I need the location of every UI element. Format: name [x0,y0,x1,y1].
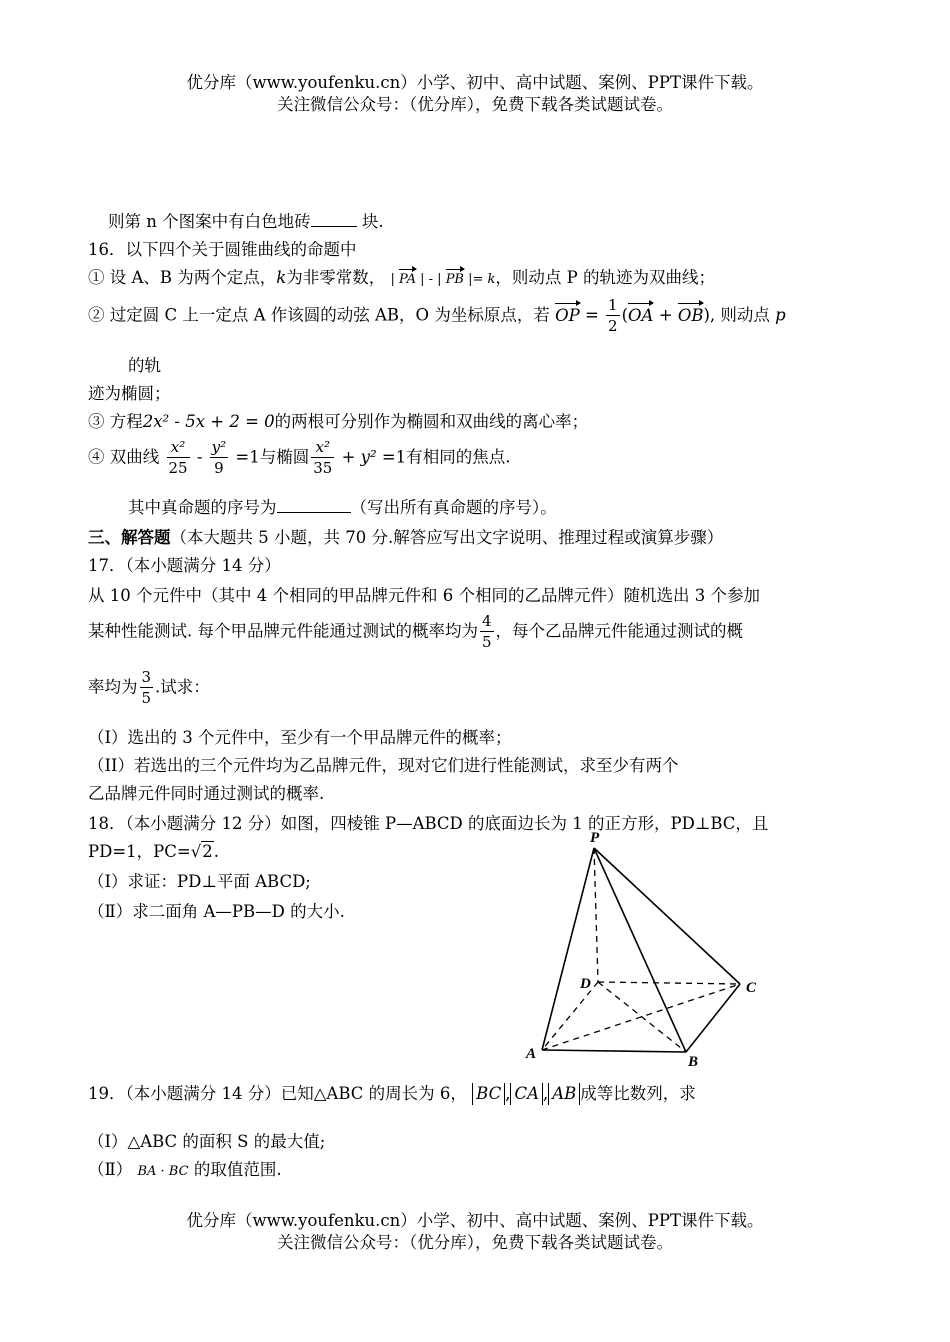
frac-4-5 [480,614,494,650]
edge-bc [686,984,740,1052]
q16-p2-p: p [775,305,786,325]
edge-dc [598,982,740,984]
label-a: A [526,1046,537,1062]
q19-part-1: （I）△ABC 的面积 S 的最大值; [88,1132,326,1151]
edge-pc [594,848,740,984]
q16-p4-text-a: ④ 双曲线 [88,447,160,467]
q17-l2-text-b: ，每个乙品牌元件能通过测试的概 [495,621,744,641]
abs-bc: BC [472,1083,505,1105]
section-3-desc: （本大题共 5 小题，共 70 分.解答应写出文字说明、推理过程或演算步骤） [170,528,724,547]
q15-unit: 块. [361,212,384,231]
q18-line-2 [88,838,219,862]
y2-num: y² [211,438,227,456]
q18-part-2: （Ⅱ）求二面角 A—PB—D 的大小. [88,902,345,921]
q16-answer-text-b: （写出所有真命题的序号）。 [350,498,557,517]
q16-p4-mid: 与椭圆 [259,447,310,467]
q15-tail [108,208,384,232]
f35-num: 3 [141,668,152,686]
q16-p4-text-b: 有相同的焦点. [406,447,511,467]
den-9: 9 [214,459,224,477]
q17-line-3 [88,670,210,706]
q19-l1-text-a: 19．（本小题满分 14 分）已知△ABC 的周长为 6， [88,1084,467,1103]
q16-prop-4: ④ 双曲线 $\frac{\text{x²}}{25}$ - $\frac{\text{y²}}{9}$ =1与椭圆 $\frac{\text{x²}}{35}$ + y² =1有相同的焦点. [88,438,511,477]
edge-pa [542,848,594,1050]
q17-l2-text-a: 某种性能测试. 每个甲品牌元件能通过测试的概率均为 [88,621,478,641]
q16-prop-1 [88,264,715,288]
label-b: B [688,1054,699,1068]
q16-prop-3 [88,408,588,432]
q19-p2-text-a: （Ⅱ） [88,1160,133,1179]
q19-p2-text-b: 的取值范围. [193,1160,282,1179]
q16-p2-cont2: 迹为椭圆； [88,384,171,403]
diag-ac [542,984,740,1050]
edge-db [598,982,686,1052]
footer-line-2: 关注微信公众号：（优分库），免费下载各类试题试卷。 [277,1233,673,1252]
den-25: 25 [168,459,188,477]
section-3-heading [88,524,723,548]
q16-prop-2: ② 过定圆 C 上一定点 A 作该圆的动弦 AB，O 为坐标原点，若 OP = $\frac{1}{2}$ (OA + OB), 则动点 p [88,296,786,335]
q16-p1-k: k [276,268,287,287]
q18-l2-text-a: PD=1，PC= [88,842,191,861]
y2-term: y² [360,447,377,467]
frac-3-5 [140,670,154,706]
half-num: 1 [608,296,618,314]
f45-num: 4 [482,612,492,630]
q17-line-1: 从 10 个元件中（其中 4 个相同的甲品牌元件和 6 个相同的乙品牌元件）随机选出 3 个参加 [88,586,760,605]
q17-part-2: （II）若选出的三个元件均为乙品牌元件，现对它们进行性能测试，求至少有两个 [88,756,679,775]
pyramid-figure [518,826,768,1068]
eq-k: = k [472,272,496,287]
sqrt-radicand: 2 [202,842,213,861]
q17-line-2 [88,614,743,650]
x2-num-2: x² [311,440,334,458]
q17-title: 17．（本小题满分 14 分） [88,556,281,575]
q17-l3-text-b: .试求： [155,677,210,697]
q16-answer [128,494,557,518]
header-line-2: 关注微信公众号：（优分库），免费下载各类试题试卷。 [277,95,673,114]
q15-text: 则第 n 个图案中有白色地砖 [108,212,311,231]
vec-op: OP [555,305,580,325]
abs-ca: CA [510,1083,543,1105]
edge-ab [542,1050,686,1052]
vec-pa: PA [399,272,416,287]
f35-den: 5 [141,689,152,707]
q15-blank [311,226,357,227]
fraction-half [606,298,620,334]
label-p: P [590,830,600,846]
frac-x2-25 [167,440,190,476]
q17-part-2-cont: 乙品牌元件同时通过测试的概率. [88,784,325,803]
q18-l2-text-b: . [213,842,219,861]
header-line-1: 优分库（www.youfenku.cn）小学、初中、高中试题、案例、PPT课件下载。 [186,73,764,92]
footer-line-1: 优分库（www.youfenku.cn）小学、初中、高中试题、案例、PPT课件下载。 [186,1211,764,1230]
vec-oa: OA [628,305,654,325]
q18-line-1: 18．（本小题满分 12 分）如图，四棱锥 P—ABCD 的底面边长为 1 的正方形，PD⊥BC，且 [88,814,769,833]
edge-pb [594,848,686,1052]
q19-p2-expression: BA · BC [137,1164,189,1179]
vec-pb: PB [445,272,464,287]
frac-y2-9 [210,440,229,476]
q16-p3-text-b: 的两根可分别作为椭圆和双曲线的离心率； [274,412,589,431]
q17-l3-text-a: 率均为 [88,677,138,697]
half-den: 2 [608,317,618,335]
q16-answer-blank [277,512,351,513]
q16-p2-text-a: ② 过定圆 C 上一定点 A 作该圆的动弦 AB，O 为坐标原点，若 [88,305,550,325]
x2-num: x² [167,440,190,458]
abs-ab: AB [548,1083,580,1105]
q16-answer-text-a: 其中真命题的序号为 [128,498,277,517]
q16-p3-equation: 2x² - 5x + 2 = 0 [142,412,275,431]
q16-p1-text-a: ① 设 A、B 为两个定点， [88,268,277,287]
q16-title: 16．以下四个关于圆锥曲线的命题中 [88,240,357,259]
q19-line-1: 19．（本小题满分 14 分）已知△ABC 的周长为 6， BC , CA , AB 成等比数列，求 [88,1080,696,1105]
q19-l1-text-b: 成等比数列，求 [580,1084,696,1103]
f45-den: 5 [482,633,492,651]
section-3-title: 三、解答题 [88,528,171,547]
q16-p1-text-c: ，则动点 P 的轨迹为双曲线； [495,268,716,287]
q16-p1-formula: | PA | - | PB |= k [390,272,496,287]
q18-part-1: （Ⅰ）求证：PD⊥平面 ABCD; [88,872,311,891]
q16-p2-text-b: , 则动点 [709,305,770,325]
label-c: C [746,980,757,996]
label-d: D [580,976,591,992]
frac-x2-35 [311,440,334,476]
sqrt-2: √2 [190,842,213,861]
q17-part-1: （I）选出的 3 个元件中，至少有一个甲品牌元件的概率； [88,728,512,747]
q16-p3-text-a: ③ 方程 [88,412,143,431]
q16-p2-cont: 的轨 [128,356,161,375]
edge-pd [594,848,598,982]
q16-p1-text-b: 为非零常数， [286,268,386,287]
vec-ob: OB [677,305,704,325]
den-35: 35 [313,459,333,477]
q19-part-2 [88,1156,282,1180]
